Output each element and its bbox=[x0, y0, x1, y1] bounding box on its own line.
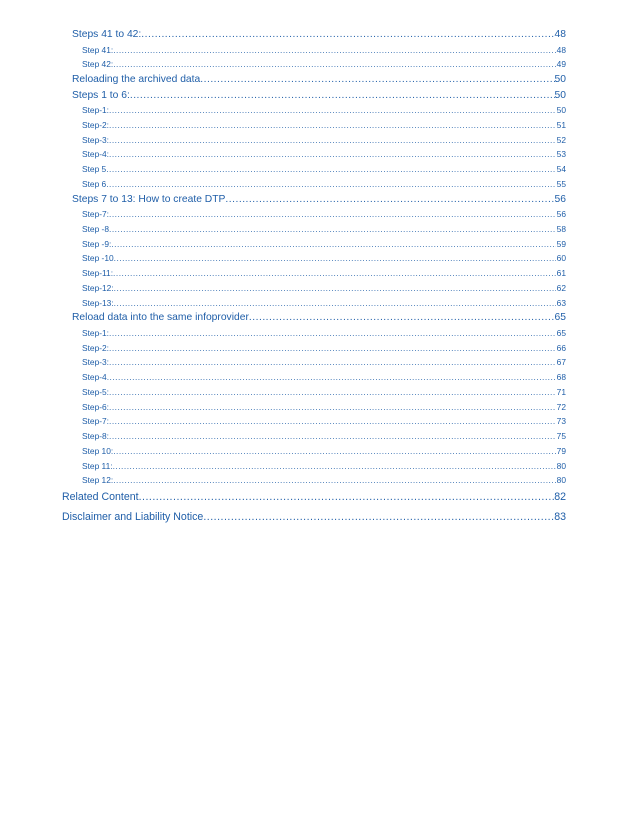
toc-entry-title: Step 42: bbox=[82, 59, 114, 70]
dot-leader bbox=[114, 281, 556, 296]
toc-entry-page-number: 62 bbox=[556, 282, 566, 293]
toc-entry-page-number: 53 bbox=[556, 149, 566, 160]
toc-entry-title: Step 12: bbox=[82, 475, 114, 486]
dot-leader bbox=[109, 355, 556, 370]
toc-entry[interactable] bbox=[0, 192, 638, 208]
dot-leader bbox=[109, 103, 556, 118]
toc-entry[interactable] bbox=[0, 341, 638, 356]
toc-entry-page-number: 50 bbox=[554, 74, 566, 85]
toc-entry[interactable] bbox=[0, 88, 638, 104]
toc-entry-title: Step 6 bbox=[82, 178, 107, 189]
toc-entry-page-number: 50 bbox=[556, 105, 566, 115]
toc-entry-title: Step 11: bbox=[82, 460, 113, 471]
toc-entry-page-number: 50 bbox=[554, 89, 566, 101]
dot-leader bbox=[109, 118, 556, 133]
toc-entry[interactable] bbox=[0, 118, 638, 133]
dot-leader bbox=[106, 162, 555, 177]
toc-entry[interactable] bbox=[0, 444, 638, 459]
toc-entry-page-number: 79 bbox=[556, 445, 566, 456]
toc-entry-page-number: 75 bbox=[556, 431, 566, 441]
dot-leader bbox=[109, 222, 556, 237]
dot-leader bbox=[114, 251, 556, 266]
toc-entry-title: Step-6: bbox=[82, 401, 110, 412]
toc-entry-page-number: 48 bbox=[556, 44, 566, 55]
toc-entry-title: Step-1: bbox=[82, 105, 110, 115]
toc-entry[interactable] bbox=[0, 296, 638, 311]
toc-entry-page-number: 67 bbox=[556, 357, 566, 368]
toc-entry-page-number: 83 bbox=[554, 510, 566, 523]
dot-leader bbox=[109, 341, 556, 356]
toc-entry-title: Step-2: bbox=[82, 342, 110, 353]
toc-entry-title: Step-4 bbox=[82, 372, 107, 382]
toc-entry[interactable] bbox=[0, 310, 638, 326]
toc-entry-page-number: 63 bbox=[556, 297, 566, 308]
toc-entry-page-number: 49 bbox=[556, 59, 566, 70]
toc-entry-page-number: 60 bbox=[556, 253, 566, 264]
toc-entry[interactable] bbox=[0, 400, 638, 415]
toc-entry[interactable] bbox=[0, 177, 638, 192]
toc-entry[interactable] bbox=[0, 57, 638, 72]
toc-entry[interactable] bbox=[0, 370, 638, 385]
toc-entry[interactable] bbox=[0, 429, 638, 444]
toc-entry-page-number: 66 bbox=[556, 342, 566, 353]
toc-entry[interactable] bbox=[0, 207, 638, 222]
toc-entry[interactable] bbox=[0, 222, 638, 237]
toc-entry[interactable] bbox=[0, 488, 638, 508]
toc-entry-page-number: 61 bbox=[556, 268, 566, 278]
dot-leader bbox=[109, 414, 556, 429]
toc-entry[interactable] bbox=[0, 251, 638, 266]
toc-entry[interactable] bbox=[0, 326, 638, 341]
toc-entry-title: Step-8: bbox=[82, 431, 110, 441]
toc-entry-page-number: 55 bbox=[556, 178, 566, 189]
dot-leader bbox=[111, 237, 555, 252]
dot-leader bbox=[106, 177, 555, 192]
dot-leader bbox=[200, 72, 554, 88]
toc-entry-title: Step -8 bbox=[82, 223, 110, 234]
toc-entry-title: Step-1: bbox=[82, 327, 110, 338]
dot-leader bbox=[107, 370, 556, 385]
toc-entry-title: Step -10 bbox=[82, 253, 114, 264]
dot-leader bbox=[113, 473, 555, 488]
toc-entry-page-number: 80 bbox=[556, 460, 566, 471]
dot-leader bbox=[139, 488, 555, 508]
toc-entry-title: Step-7: bbox=[82, 209, 110, 219]
dot-leader bbox=[109, 207, 556, 222]
toc-entry-title: Step-12: bbox=[82, 282, 114, 293]
toc-entry-page-number: 52 bbox=[556, 134, 566, 145]
dot-leader bbox=[225, 192, 554, 208]
toc-entry-page-number: 68 bbox=[556, 372, 566, 382]
toc-entry[interactable] bbox=[0, 414, 638, 429]
toc-entry[interactable] bbox=[0, 27, 638, 43]
dot-leader bbox=[109, 147, 556, 162]
toc-entry-title: Related Content bbox=[62, 491, 139, 503]
dot-leader bbox=[141, 27, 554, 43]
toc-entry-title: Step -9: bbox=[82, 238, 112, 249]
toc-entry-title: Step-3: bbox=[82, 134, 110, 145]
toc-entry-title: Step-3: bbox=[82, 357, 110, 368]
toc-entry-title: Steps 1 to 6: bbox=[72, 89, 130, 101]
toc-entry[interactable] bbox=[0, 162, 638, 177]
toc-entry-title: Step-5: bbox=[82, 386, 110, 397]
toc-entry-title: Step 10: bbox=[82, 445, 114, 456]
table-of-contents bbox=[0, 27, 638, 527]
toc-entry[interactable] bbox=[0, 133, 638, 148]
toc-entry-page-number: 80 bbox=[556, 475, 566, 486]
toc-entry-page-number: 71 bbox=[556, 386, 566, 397]
dot-leader bbox=[109, 400, 556, 415]
toc-entry-title: Step-4: bbox=[82, 149, 110, 160]
toc-entry-title: Steps 41 to 42: bbox=[72, 29, 142, 40]
toc-entry-title: Step-11: bbox=[82, 268, 114, 278]
toc-entry[interactable] bbox=[0, 508, 638, 528]
toc-entry[interactable] bbox=[0, 43, 638, 58]
dot-leader bbox=[249, 310, 555, 326]
dot-leader bbox=[109, 133, 556, 148]
toc-entry-title: Step 41: bbox=[82, 44, 114, 55]
toc-entry[interactable] bbox=[0, 72, 638, 88]
dot-leader bbox=[130, 88, 555, 104]
toc-entry-title: Step-2: bbox=[82, 119, 110, 130]
toc-entry-page-number: 59 bbox=[556, 238, 566, 249]
dot-leader bbox=[109, 326, 556, 341]
toc-entry-page-number: 73 bbox=[556, 416, 566, 427]
toc-entry-title: Step-7: bbox=[82, 416, 110, 427]
toc-entry-page-number: 72 bbox=[556, 401, 566, 412]
toc-entry-page-number: 65 bbox=[556, 327, 566, 338]
dot-leader bbox=[113, 444, 555, 459]
toc-entry-page-number: 56 bbox=[556, 209, 566, 219]
toc-entry-page-number: 58 bbox=[556, 223, 566, 234]
dot-leader bbox=[109, 385, 556, 400]
toc-entry[interactable] bbox=[0, 103, 638, 118]
dot-leader bbox=[113, 459, 556, 474]
toc-entry-page-number: 82 bbox=[554, 491, 566, 503]
dot-leader bbox=[113, 266, 556, 281]
toc-entry-page-number: 54 bbox=[556, 164, 566, 174]
toc-entry[interactable] bbox=[0, 385, 638, 400]
toc-entry[interactable] bbox=[0, 355, 638, 370]
dot-leader bbox=[203, 508, 554, 528]
dot-leader bbox=[109, 429, 556, 444]
toc-entry[interactable] bbox=[0, 237, 638, 252]
toc-entry-page-number: 51 bbox=[556, 119, 566, 130]
toc-entry[interactable] bbox=[0, 281, 638, 296]
dot-leader bbox=[113, 57, 555, 72]
toc-entry[interactable] bbox=[0, 147, 638, 162]
toc-entry-page-number: 56 bbox=[554, 193, 566, 205]
toc-entry-page-number: 48 bbox=[554, 29, 566, 40]
toc-entry-page-number: 65 bbox=[554, 312, 566, 324]
dot-leader bbox=[113, 43, 555, 58]
dot-leader bbox=[114, 296, 556, 311]
toc-entry[interactable] bbox=[0, 459, 638, 474]
toc-entry-title: Step 5 bbox=[82, 164, 107, 174]
toc-entry[interactable] bbox=[0, 473, 638, 488]
toc-entry-title: Steps 7 to 13: How to create DTP bbox=[72, 193, 226, 205]
toc-entry-title: Reloading the archived data bbox=[72, 74, 201, 85]
toc-entry[interactable] bbox=[0, 266, 638, 281]
toc-entry-title: Reload data into the same infoprovider bbox=[72, 312, 249, 324]
toc-entry-title: Step-13: bbox=[82, 297, 114, 308]
toc-entry-title: Disclaimer and Liability Notice bbox=[62, 510, 204, 523]
